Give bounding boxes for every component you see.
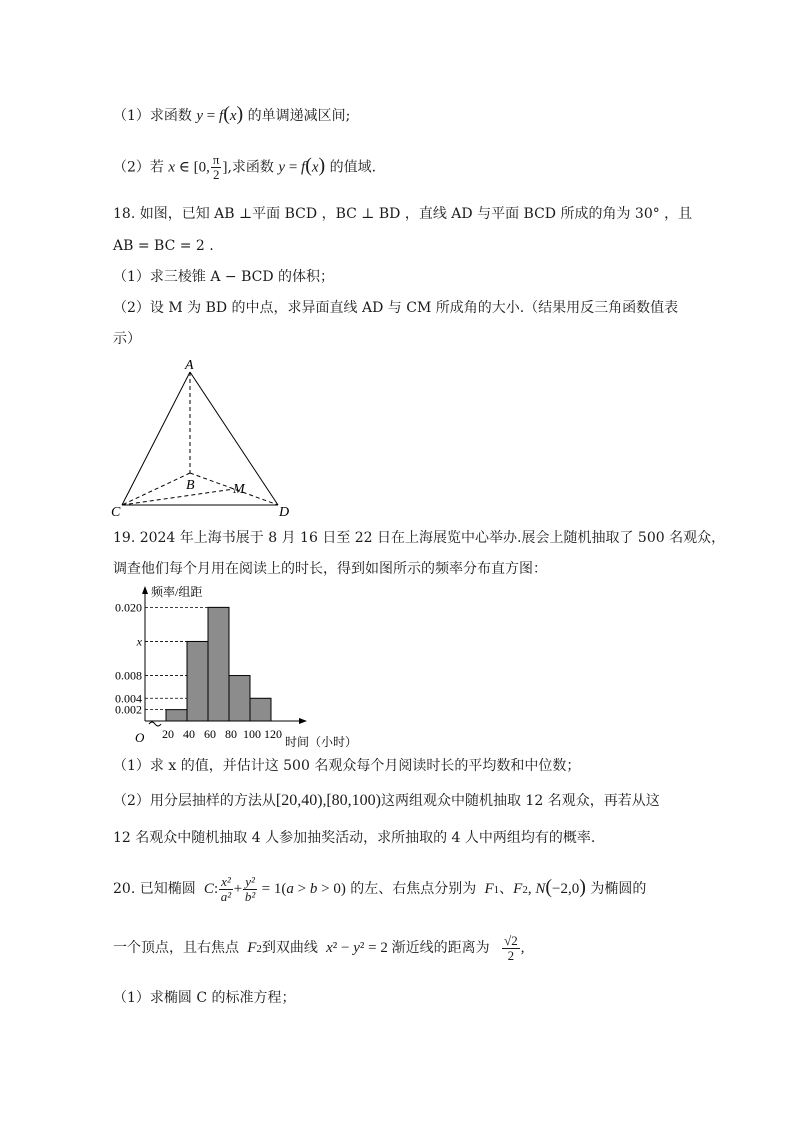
q20-hyp-y: y <box>353 940 360 956</box>
frequency-histogram <box>105 578 365 753</box>
q20-part1: （1）求椭圆 C 的标准方程； <box>113 990 296 1006</box>
q20-hyperbola: x <box>322 940 333 956</box>
q20-point-N: N <box>535 881 546 897</box>
label-A: A <box>185 358 194 373</box>
q20-l1-text-a: 20. 已知椭圆 <box>113 881 196 897</box>
q19-p2-text-a: （2）用分层抽样的方法从 <box>113 793 276 809</box>
q19-p2-text-b: 这两组观众中随机抽取 12 名观众，再若从这 <box>380 793 660 809</box>
q18-part1: （1）求三棱锥 A − BCD 的体积； <box>113 269 335 285</box>
q19-line1: 19. 2024 年上海书展于 8 月 16 日至 22 日在上海展览中心举办.展会上随机抽取了 500 名观众， <box>113 530 726 546</box>
q17-p2-fraction <box>211 153 222 182</box>
q20-dist-den: 2 <box>507 947 515 963</box>
q17-p1-f: f <box>219 108 224 124</box>
q17-part2 <box>113 153 376 182</box>
q20-dist-comma: , <box>520 940 525 956</box>
q18-line1: 18. 如图，已知 AB ⊥平面 BCD ，BC ⊥ BD ，直线 AD 与平面 BCD 所成的角为 30° ，且 <box>113 206 693 222</box>
histogram-bar <box>166 710 187 721</box>
label-D: D <box>279 505 290 520</box>
q17-p1-text-a: （1）求函数 <box>113 108 192 124</box>
edge-AC <box>122 372 190 505</box>
q20-frac-y-den: b² <box>244 888 256 904</box>
q17-p1-x: x <box>229 108 237 124</box>
q20-foci-sep: 、 <box>499 881 514 897</box>
x-tick-label: 20 <box>162 727 174 741</box>
q19-line2: 调查他们每个月用在阅读上的时长，得到如图所示的频率分布直方图： <box>113 561 547 577</box>
q20-n-coords: −2,0 <box>552 881 580 897</box>
histogram-bar <box>250 698 271 721</box>
q17-p1-formula: y <box>196 108 204 124</box>
q17-p1-paren-close: ) <box>236 103 244 125</box>
q20-line2 <box>113 933 524 964</box>
q20-l2-text-c: 渐近线的距离为 <box>391 940 490 956</box>
q17-p2-xx: x <box>311 159 319 176</box>
y-tick-label: 0.002 <box>115 702 142 717</box>
q17-part1 <box>113 104 350 126</box>
x-axis-label: 时间（小时） <box>285 735 358 749</box>
q20-frac-y <box>243 875 257 904</box>
label-B: B <box>186 478 195 493</box>
x-tick-label: 100 <box>243 727 261 741</box>
y-axis-arrow <box>142 586 148 594</box>
tetrahedron-figure <box>105 355 305 520</box>
y-tick-label: 0.020 <box>115 600 142 615</box>
q20-frac-x-num: x² <box>221 873 231 889</box>
y-tick-label: x <box>136 634 142 649</box>
q20-l2-text-b: 到双曲线 <box>261 940 318 956</box>
q20-dist-num: √2 <box>504 932 518 948</box>
q20-n-paren: ( <box>545 876 553 898</box>
q20-f2-ref: F <box>243 940 257 956</box>
q20-l2-text-a: 一个顶点，且右焦点 <box>113 940 239 956</box>
q17-p1-text-b: 的单调递减区间; <box>247 108 351 124</box>
q20-ellipse-rhs: = 1(a > b > 0) <box>257 881 346 897</box>
x-tick-label: 60 <box>204 727 216 741</box>
q20-l1-text-b: 的左、右焦点分别为 <box>350 881 477 897</box>
q17-p1-paren: ( <box>223 103 230 125</box>
q17-p2-text-c: 的值域. <box>329 159 377 176</box>
y-axis-label: 频率/组距 <box>151 585 203 599</box>
q19-part2-line2: 12 名观众中随机抽取 4 人参加抽奖活动，求所抽取的 4 人中两组均有的概率. <box>113 830 596 846</box>
q20-colon: : <box>213 881 219 897</box>
q18-line2: AB = BC = 2 . <box>113 238 214 254</box>
q20-ellipse-C: C <box>200 881 214 897</box>
origin-label: O <box>135 730 145 745</box>
x-tick-label: 40 <box>183 727 195 741</box>
q18-part2-line1: （2）设 M 为 BD 的中点，求异面直线 AD 与 CM 所成角的大小.（结果用反三角函数值表 <box>113 300 679 316</box>
q20-f2: F <box>513 881 523 897</box>
q20-f2-sub: 2 <box>522 884 528 896</box>
q17-p2-text-a: （2）若 <box>113 159 164 176</box>
q20-distance-fraction <box>502 934 520 963</box>
x-tick-label: 80 <box>225 727 237 741</box>
q20-n-paren-close: ) <box>579 876 586 898</box>
q20-frac-y-num: y² <box>245 873 255 889</box>
histogram-bar <box>187 641 208 721</box>
histogram-bar <box>208 607 229 721</box>
x-tick-label: 120 <box>264 727 282 741</box>
q17-p2-x: x <box>168 159 176 176</box>
q19-interval-2: [80,100) <box>326 792 381 809</box>
q17-p2-bracket: ] <box>222 159 228 176</box>
q20-comma: , <box>527 881 536 897</box>
label-C: C <box>111 505 121 520</box>
axis-break <box>149 722 161 726</box>
q17-p1-eq: = <box>203 108 220 124</box>
q17-p2-eq: = <box>285 159 302 176</box>
q17-p2-paren-close: ) <box>318 154 326 177</box>
q17-p2-f: f <box>301 159 306 176</box>
q20-l1-text-c: 为椭圆的 <box>590 881 647 897</box>
label-M: M <box>233 482 245 497</box>
y-tick-label: 0.004 <box>115 691 142 706</box>
q19-part2-line1: （2）用分层抽样的方法从[20,40),[80,100)这两组观众中随机抽取 12 名观众，再若从这 <box>113 792 660 809</box>
q17-p2-text-b: ,求函数 <box>227 159 274 176</box>
q17-p2-frac-num: π <box>212 152 220 167</box>
q17-p2-paren: ( <box>305 154 312 177</box>
histogram-bar <box>229 676 250 721</box>
q17-p2-y: y <box>278 159 286 176</box>
q17-p2-frac-den: 2 <box>212 167 220 182</box>
q17-p2-in: ∈ [0, <box>175 159 210 176</box>
x-axis-arrow <box>299 718 307 724</box>
q20-f2-ref-sub: 2 <box>256 943 262 955</box>
q19-interval-1: [20,40) <box>275 792 323 809</box>
y-tick-label: 0.008 <box>115 668 142 683</box>
q20-foci: F <box>480 881 494 897</box>
q20-line1: 20. 已知椭圆 C: $\frac{\text{x²}}{\text{a²}}$ + $\frac{\text{y²}}{\text{b²}}$ = 1(a > b > 0) 的左、右焦点分别为 F1、F2, N(−2,0) 为椭圆的 <box>113 873 647 904</box>
edge-BC <box>122 473 190 505</box>
q20-frac-x <box>219 875 233 904</box>
q20-f1-sub: 1 <box>493 884 500 896</box>
q18-part2-line2: 示） <box>113 331 141 347</box>
q19-part1: （1）求 x 的值，并估计这 500 名观众每个月阅读时长的平均数和中位数； <box>113 758 581 774</box>
q20-hyp-sq1: ² − <box>332 940 354 956</box>
q20-frac-x-den: a² <box>220 888 232 904</box>
q20-hyp-rhs: ² = 2 <box>359 940 392 956</box>
